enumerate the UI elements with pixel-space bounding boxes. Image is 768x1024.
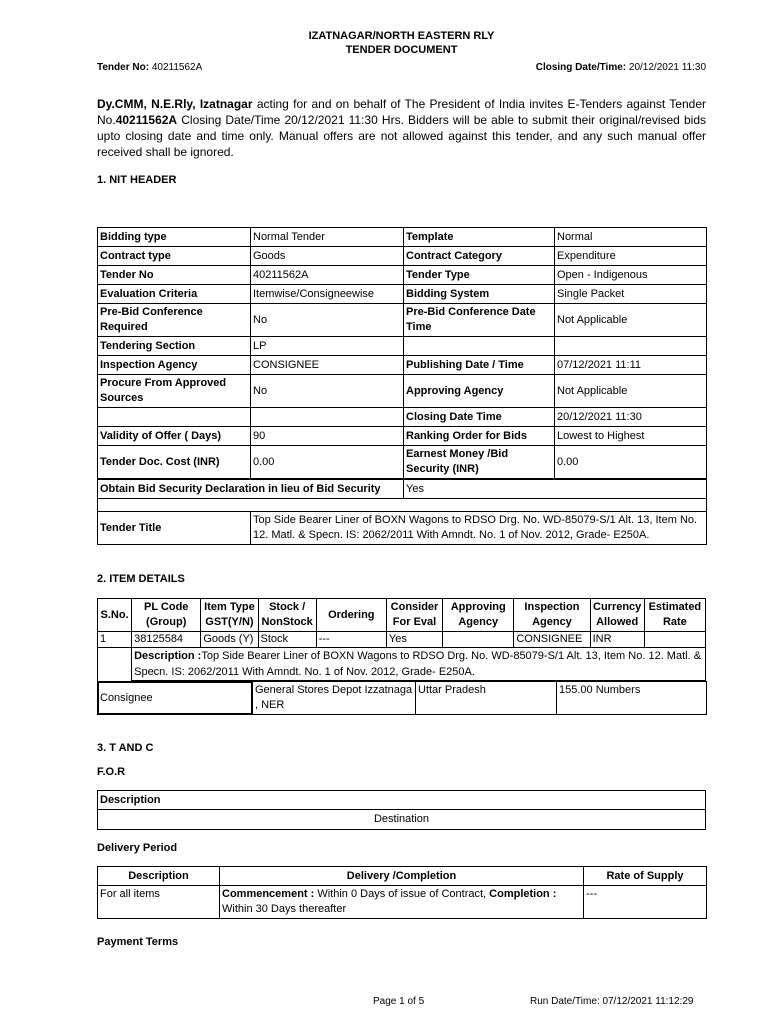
items-cell: 38125584 — [132, 632, 201, 648]
nit-row — [98, 375, 707, 408]
items-col-header: Item Type GST(Y/N) — [201, 599, 258, 632]
item-details-table — [97, 598, 706, 681]
items-cell — [443, 632, 514, 648]
intro-part2: Closing Date/Time 20/12/2021 11:30 Hrs. Bidders will be able to submit their original/revised bids upto closing date and time only. Manual offers are not allowed against this tender, and any such manual offer received shall be ignored. — [97, 113, 706, 159]
tender-no-label: Tender No: — [97, 62, 150, 73]
intro-paragraph — [97, 96, 706, 160]
bid-security-label: Obtain Bid Security Declaration in lieu of Bid Security — [98, 480, 404, 499]
nit-label: Bidding type — [98, 228, 251, 247]
nit-value: Single Packet — [555, 285, 707, 304]
nit-header-table — [97, 227, 707, 479]
nit-label: Closing Date Time — [404, 408, 555, 427]
nit-label: Evaluation Criteria — [98, 285, 251, 304]
doc-title: TENDER DOCUMENT — [345, 44, 458, 56]
delivery-completion — [220, 886, 584, 919]
nit-label: Contract Category — [404, 247, 555, 266]
nit-value: Itemwise/Consigneewise — [251, 285, 404, 304]
for-header: Description — [98, 791, 706, 810]
items-desc-row — [98, 648, 706, 681]
delivery-col-description: Description — [98, 867, 220, 886]
nit-value — [555, 337, 707, 356]
nit-value: Normal — [555, 228, 707, 247]
items-col-header: S.No. — [98, 599, 132, 632]
delivery-col-completion: Delivery /Completion — [220, 867, 584, 886]
closing-value: 20/12/2021 11:30 — [628, 62, 706, 73]
for-header-row — [98, 791, 706, 810]
nit-label: Procure From Approved Sources — [98, 375, 251, 408]
items-cell: --- — [316, 632, 386, 648]
for-table — [97, 790, 706, 830]
items-cell — [644, 632, 705, 648]
closing-label: Closing Date/Time: — [535, 62, 627, 73]
commencement-label: Commencement : — [222, 888, 315, 900]
for-title: F.O.R — [97, 766, 126, 778]
header-meta — [97, 61, 706, 74]
delivery-period-title: Delivery Period — [97, 842, 178, 854]
nit-value: 20/12/2021 11:30 — [555, 408, 707, 427]
nit-label: Tender Type — [404, 266, 555, 285]
nit-label: Approving Agency — [404, 375, 555, 408]
closing-datetime — [536, 61, 706, 74]
items-col-header: Approving Agency — [443, 599, 514, 632]
delivery-table — [97, 866, 707, 919]
for-value-row — [98, 810, 706, 830]
nit-row — [98, 337, 707, 356]
nit-label: Bidding System — [404, 285, 555, 304]
desc-text: Top Side Bearer Liner of BOXN Wagons to RDSO Drg. No. WD-85079-S/1 Alt. 13, Item No. 12. Matl. & Specn. IS: 2062/2011 With Amndt. No. 1 of Nov. 2012, Grade- E250A. — [134, 650, 702, 678]
nit-header-title: 1. NIT HEADER — [97, 174, 177, 186]
tender-title-row — [98, 512, 707, 545]
nit-label: Pre-Bid Conference Required — [98, 304, 251, 337]
nit-value: CONSIGNEE — [251, 356, 404, 375]
nit-value: 0.00 — [251, 446, 404, 479]
items-col-header: Estimated Rate — [644, 599, 705, 632]
consignee-depot: General Stores Depot Izzatnaga , NER — [253, 682, 416, 715]
nit-value: Not Applicable — [555, 375, 707, 408]
items-cell: Yes — [386, 632, 442, 648]
run-datetime — [530, 996, 693, 1007]
delivery-rate: --- — [584, 886, 707, 919]
nit-value: Open - Indigenous — [555, 266, 707, 285]
items-col-header: PL Code (Group) — [132, 599, 201, 632]
items-col-header: Inspection Agency — [514, 599, 590, 632]
delivery-data-row — [98, 886, 707, 919]
tender-document-page — [97, 29, 706, 948]
payment-terms-title: Payment Terms — [97, 936, 179, 948]
intro-part1: acting for and on behalf of The President of India invites E-Tenders against Tender No. — [97, 97, 706, 127]
tender-no-value: 40211562A — [151, 62, 203, 73]
nit-label: Tendering Section — [98, 337, 251, 356]
nit-label: Earnest Money /Bid Security (INR) — [404, 446, 555, 479]
nit-row — [98, 247, 707, 266]
nit-value: Not Applicable — [555, 304, 707, 337]
delivery-col-rate: Rate of Supply — [584, 867, 707, 886]
nit-label: Validity of Offer ( Days) — [98, 427, 251, 446]
desc-label: Description : — [134, 650, 202, 662]
nit-label: Tender Doc. Cost (INR) — [98, 446, 251, 479]
tender-no — [97, 61, 202, 74]
consignee-label: Consignee — [98, 682, 253, 715]
items-cell: INR — [590, 632, 644, 648]
items-col-header: Currency Allowed — [590, 599, 644, 632]
items-cell: Goods (Y) — [201, 632, 258, 648]
desc-indent-cell — [98, 648, 132, 681]
items-col-header: Stock / NonStock — [258, 599, 316, 632]
completion-label: Completion : — [489, 888, 557, 900]
item-description — [132, 648, 706, 681]
nit-value: 0.00 — [555, 446, 707, 479]
nit-value: No — [251, 375, 404, 408]
run-label: Run Date/Time: — [530, 996, 600, 1007]
nit-label: Pre-Bid Conference Date Time — [404, 304, 555, 337]
nit-label — [98, 408, 251, 427]
bid-security-row — [98, 480, 707, 499]
nit-row — [98, 356, 707, 375]
nit-row — [98, 427, 707, 446]
nit-row — [98, 408, 707, 427]
nit-value: No — [251, 304, 404, 337]
nit-value: 07/12/2021 11:11 — [555, 356, 707, 375]
delivery-desc: For all items — [98, 886, 220, 919]
tandc-title: 3. T AND C — [97, 742, 154, 754]
nit-label: Tender No — [98, 266, 251, 285]
consignee-qty: 155.00 Numbers — [557, 682, 707, 715]
consignee-state: Uttar Pradesh — [416, 682, 557, 715]
org-title: IZATNAGAR/NORTH EASTERN RLY — [308, 30, 495, 42]
nit-row — [98, 285, 707, 304]
nit-row — [98, 446, 707, 479]
nit-label: Template — [404, 228, 555, 247]
nit-label — [404, 337, 555, 356]
nit-label: Inspection Agency — [98, 356, 251, 375]
nit-value: 90 — [251, 427, 404, 446]
tender-title-value: Top Side Bearer Liner of BOXN Wagons to RDSO Drg. No. WD-85079-S/1 Alt. 13, Item No. 12. Matl. & Specn. IS: 2062/2011 With Amndt. No. 1 of Nov. 2012, Grade- E250A. — [251, 512, 707, 545]
nit-value: LP — [251, 337, 404, 356]
blank-cell — [98, 499, 707, 512]
nit-label: Publishing Date / Time — [404, 356, 555, 375]
tender-title-label: Tender Title — [98, 512, 251, 545]
items-data-row — [98, 632, 706, 648]
nit-row — [98, 304, 707, 337]
nit-value: Lowest to Highest — [555, 427, 707, 446]
consignee-table — [97, 681, 707, 715]
bid-security-value: Yes — [404, 480, 707, 499]
for-value: Destination — [98, 810, 706, 830]
nit-value: 40211562A — [251, 266, 404, 285]
run-value: 07/12/2021 11:12:29 — [602, 996, 694, 1007]
nit-value — [251, 408, 404, 427]
items-cell: 1 — [98, 632, 132, 648]
items-col-header: Ordering — [316, 599, 386, 632]
intro-lead: Dy.CMM, N.E.Rly, Izatnagar — [97, 97, 253, 111]
completion-text: Within 30 Days thereafter — [222, 903, 347, 915]
nit-row — [98, 266, 707, 285]
items-header-row — [98, 599, 706, 632]
intro-tender-no: 40211562A — [115, 113, 178, 127]
page-number: Page 1 of 5 — [373, 996, 425, 1007]
items-cell: Stock — [258, 632, 316, 648]
nit-row — [98, 228, 707, 247]
nit-extra-table — [97, 479, 707, 545]
item-details-title: 2. ITEM DETAILS — [97, 573, 185, 585]
nit-label: Ranking Order for Bids — [404, 427, 555, 446]
nit-value: Goods — [251, 247, 404, 266]
items-cell: CONSIGNEE — [514, 632, 590, 648]
nit-label: Contract type — [98, 247, 251, 266]
items-col-header: Consider For Eval — [386, 599, 442, 632]
nit-value: Normal Tender — [251, 228, 404, 247]
delivery-header-row — [98, 867, 707, 886]
commencement-text: Within 0 Days of issue of Contract, — [314, 888, 490, 900]
nit-value: Expenditure — [555, 247, 707, 266]
consignee-row — [98, 682, 707, 715]
blank-row — [98, 499, 707, 512]
